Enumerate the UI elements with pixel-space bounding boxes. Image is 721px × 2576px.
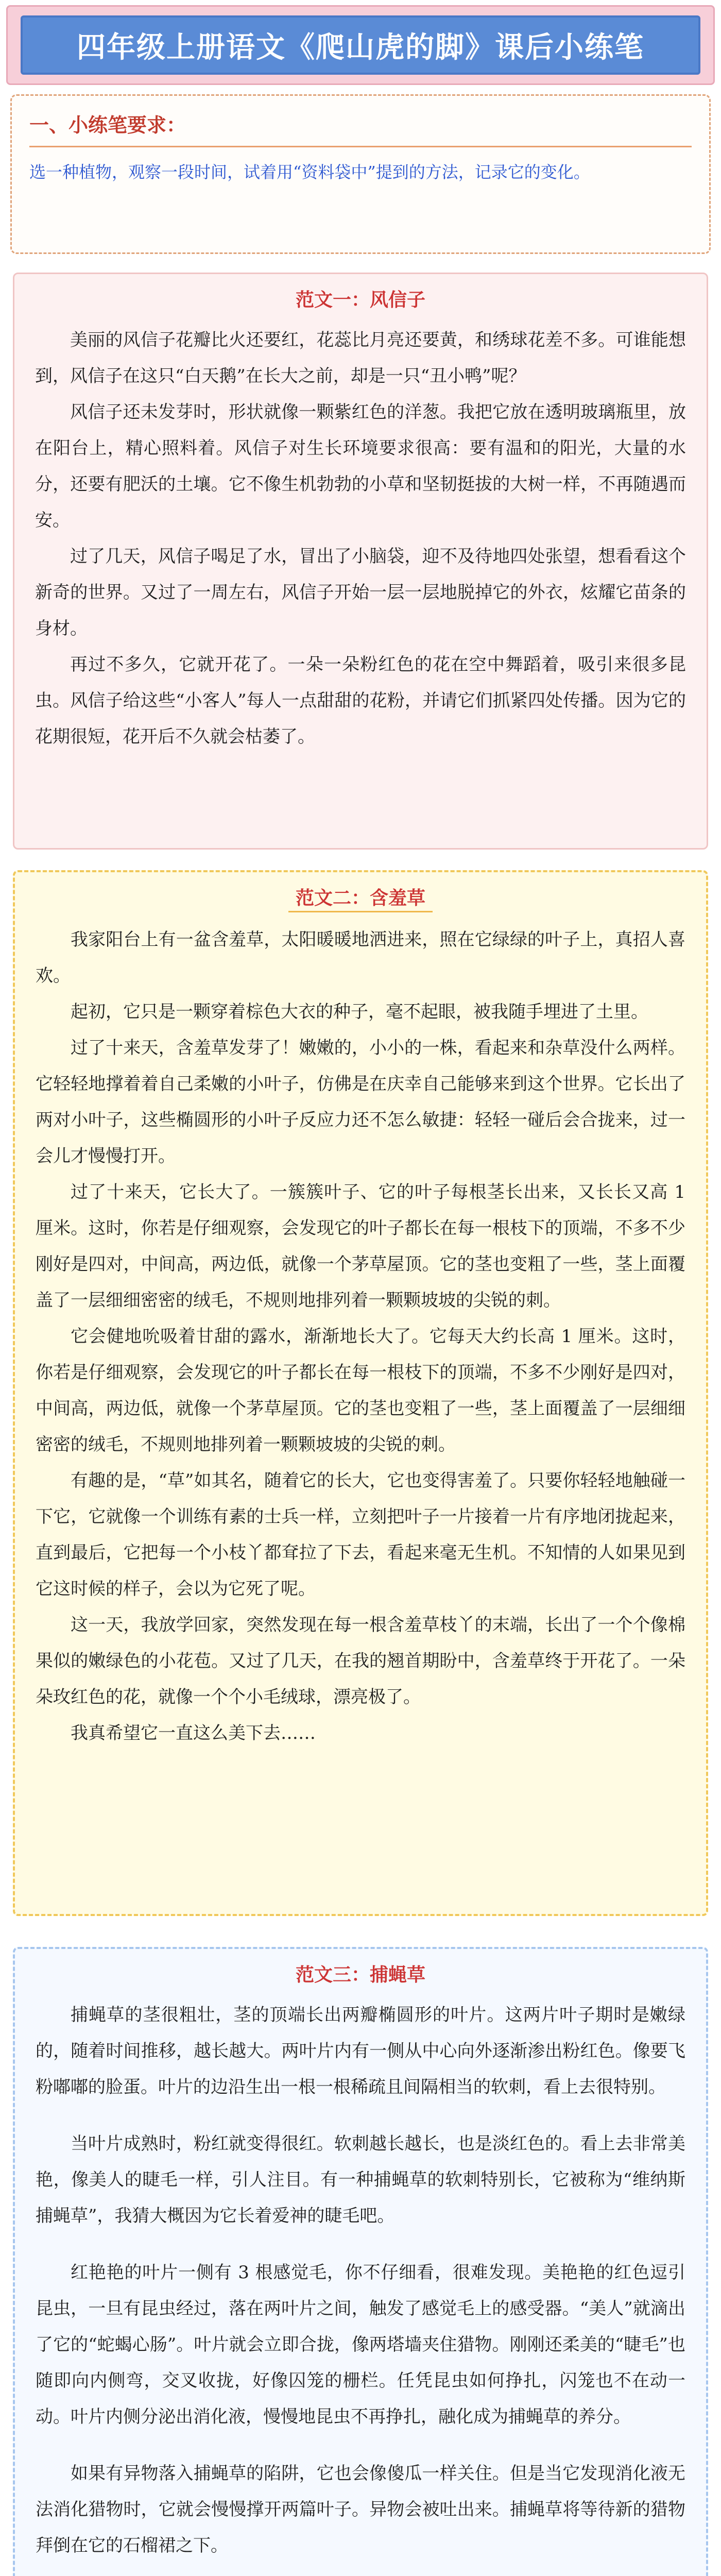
essay-card-2 xyxy=(13,870,708,1916)
essay-label: 范文三：捕蝇草 xyxy=(295,1964,425,1986)
essay-paragraph: 过了几天，风信子喝足了水，冒出了小脑袋，迎不及待地四处张望，想看看这个新奇的世界。又过了一周左右，风信子开始一层一层地脱掉它的外衣，炫耀它苗条的身材。 xyxy=(35,546,686,639)
essay-paragraph: 红艳艳的叶片一侧有 3 根感觉毛，你不仔细看，很难发现。美艳艳的红色逗引昆虫，一旦有昆虫经过，落在两叶片之间，触发了感觉毛上的感受器。“美人”就滴出了它的“蛇蝎心肠”。叶片就会立即合拢，像两塔墙夹住猎物。刚刚还柔美的“睫毛”也随即向内侧弯，交叉收拢，好像囚笼的栅栏。任凭昆虫如何挣扎，闪笼也不在动一动。叶片内侧分泌出消化液，慢慢地昆虫不再挣扎，融化成为捕蝇草的养分。 xyxy=(36,2262,685,2427)
title-inner xyxy=(21,15,700,75)
essay-label: 范文一：风信子 xyxy=(295,289,425,311)
essay-paragraph: 有趣的是，“草”如其名，随着它的长大，它也变得害羞了。只要你轻轻地触碰一下它，它就像一个训练有素的士兵一样，立刻把叶子一片接着一片有序地闭拢起来，直到最后，它把每一个小枝丫都耷拉了下去，看起来毫无生机。不知情的人如果见到它这时候的样子，会以为它死了呢。 xyxy=(36,1470,685,1599)
requirement-divider xyxy=(29,146,692,147)
essay-paragraph: 我家阳台上有一盆含羞草，太阳暖暖地洒进来，照在它绿绿的叶子上，真招人喜欢。 xyxy=(36,929,685,986)
essay-body xyxy=(14,313,707,767)
essay-paragraph: 起初，它只是一颗穿着棕色大衣的种子，毫不起眼，被我随手埋进了土里。 xyxy=(71,1002,648,1022)
title-banner xyxy=(6,5,715,85)
page-title: 四年级上册语文《爬山虎的脚》课后小练笔 xyxy=(77,30,644,64)
essay-paragraph: 捕蝇草的茎很粗壮，茎的顶端长出两瓣椭圆形的叶片。这两片叶子期时是嫩绿的，随着时间推移，越长越大。两叶片内有一侧从中心向外逐渐渗出粉红色。像要飞粉嘟嘟的脸蛋。叶片的边沿生出一根一根稀疏且间隔相当的软刺，看上去很特别。 xyxy=(36,2005,685,2097)
essay-body xyxy=(15,1988,706,2576)
essay-header xyxy=(15,872,706,912)
essay-card-1 xyxy=(13,273,708,850)
essay-header xyxy=(14,274,707,313)
essay-header xyxy=(15,1949,706,1988)
essay-paragraph: 这一天，我放学回家，突然发现在每一根含羞草枝丫的末端，长出了一个个像棉果似的嫩绿色的小花苞。又过了几天，在我的翘首期盼中，含羞草终于开花了。一朵朵玫红色的花，就像一个个小毛绒球，漂亮极了。 xyxy=(36,1615,685,1707)
essay-body xyxy=(15,912,706,1764)
essay-paragraph: 过了十来天，含羞草发芽了！嫩嫩的，小小的一株，看起来和杂草没什么两样。它轻轻地撑着着自己柔嫩的小叶子，仿佛是在庆幸自己能够来到这个世界。它长出了两对小叶子，这些椭圆形的小叶子反应力还不怎么敏捷：轻轻一碰后会合拢来，过一会儿才慢慢打开。 xyxy=(36,1038,685,1166)
requirement-text: 选一种植物，观察一段时间，试着用“资料袋中”提到的方法，记录它的变化。 xyxy=(29,162,590,182)
essay-card-3 xyxy=(13,1947,708,2576)
essay-paragraph: 如果有异物落入捕蝇草的陷阱，它也会像傻瓜一样关住。但是当它发现消化液无法消化猎物时，它就会慢慢撑开两篇叶子。异物会被吐出来。捕蝇草将等待新的猎物拜倒在它的石榴裙之下。 xyxy=(36,2463,685,2556)
requirement-box xyxy=(10,94,711,254)
essay-paragraph: 再过不多久，它就开花了。一朵一朵粉红色的花在空中舞蹈着，吸引来很多昆虫。风信子给这些“小客人”每人一点甜甜的花粉，并请它们抓紧四处传播。因为它的花期很短，花开后不久就会枯萎了。 xyxy=(35,654,686,747)
essay-paragraph: 过了十来天，它长大了。一簇簇叶子、它的叶子每根茎长出来，又长长又高 1 厘米。这时，你若是仔细观察，会发现它的叶子都长在每一根枝下的顶端，不多不少刚好是四对，中间高，两边低，就像一个茅草屋顶。它的茎也变粗了一些，茎上面覆盖了一层细细密密的绒毛，不规则地排列着一颗颗坡坡的尖锐的刺。 xyxy=(36,1182,685,1311)
essay-paragraph: 我真希望它一直这么美下去…… xyxy=(71,1723,316,1743)
essay-paragraph: 风信子还未发芽时，形状就像一颗紫红色的洋葱。我把它放在透明玻璃瓶里，放在阳台上，精心照料着。风信子对生长环境要求很高：要有温和的阳光，大量的水分，还要有肥沃的土壤。它不像生机勃勃的小草和坚韧挺拔的大树一样，不再随遇而安。 xyxy=(35,402,686,531)
essay-label: 范文二：含羞草 xyxy=(288,883,433,912)
requirement-heading: 一、小练笔要求： xyxy=(29,114,186,137)
essay-paragraph: 当叶片成熟时，粉红就变得很红。软刺越长越长，也是淡红色的。看上去非常美艳，像美人的睫毛一样，引人注目。有一种捕蝇草的软刺特别长，它被称为“维纳斯捕蝇草”，我猜大概因为它长着爱神的睫毛吧。 xyxy=(36,2133,685,2226)
essay-paragraph: 美丽的风信子花瓣比火还要红，花蕊比月亮还要黄，和绣球花差不多。可谁能想到，风信子在这只“白天鹅”在长大之前，却是一只“丑小鸭”呢？ xyxy=(35,330,686,386)
essay-paragraph: 它会健地吮吸着甘甜的露水，渐渐地长大了。它每天大约长高 1 厘米。这时，你若是仔细观察，会发现它的叶子都长在每一根枝下的顶端，不多不少刚好是四对，中间高，两边低，就像一个茅草屋顶。它的茎也变粗了一些，茎上面覆盖了一层细细密密的绒毛，不规则地排列着一颗颗坡坡的尖锐的刺。 xyxy=(36,1326,685,1455)
